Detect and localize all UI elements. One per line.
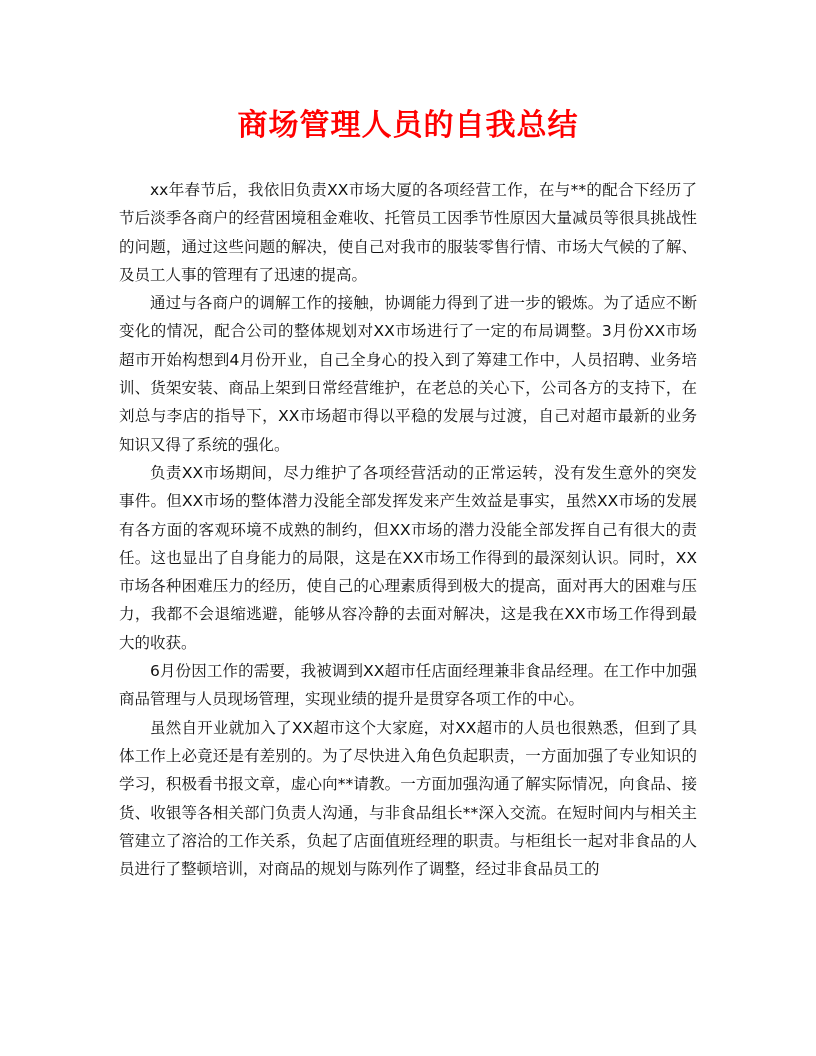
paragraph-5: 虽然自开业就加入了XX超市这个大家庭，对XX超市的人员也很熟悉，但到了具体工作上必竟还是有差别的。为了尽快进入角色负起职责，一方面加强了专业知识的学习，积极看书报文章，虚心向**请教。一方面加强沟通了解实际情况，向食品、接货、收银等各相关部门负责人沟通，与非食品组长**深入交流。在短时间内与相关主管建立了溶洽的工作关系，负起了店面值班经理的职责。与柜组长一起对非食品的人员进行了整顿培训，对商品的规划与陈列作了调整，经过非食品员工的 bbox=[119, 718, 697, 879]
paragraph-1: xx年春节后，我依旧负责XX市场大厦的各项经营工作，在与**的配合下经历了节后淡季各商户的经营困境租金难收、托管员工因季节性原因大量减员等很具挑战性的问题，通过这些问题的解决，使自己对我市的服装零售行情、市场大气候的了解、及员工人事的管理有了迅速的提高。 bbox=[119, 181, 697, 284]
document-body bbox=[119, 176, 697, 883]
paragraph-4: 6月份因工作的需要，我被调到XX超市任店面经理兼非食品经理。在工作中加强商品管理与人员现场管理，实现业绩的提升是贯穿各项工作的中心。 bbox=[119, 662, 697, 709]
paragraph-2: 通过与各商户的调解工作的接触，协调能力得到了进一步的锻炼。为了适应不断变化的情况，配合公司的整体规划对XX市场进行了一定的布局调整。3月份XX市场超市开始构想到4月份开业，自己全身心的投入到了筹建工作中，人员招聘、业务培训、货架安装、商品上架到日常经营维护，在老总的关心下，公司各方的支持下，在刘总与李店的指导下，XX市场超市得以平稳的发展与过渡，自己对超市最新的业务知识又得了系统的强化。 bbox=[119, 294, 697, 454]
paragraph-3: 负责XX市场期间，尽力维护了各项经营活动的正常运转，没有发生意外的突发事件。但XX市场的整体潜力没能全部发挥发来产生效益是事实，虽然XX市场的发展有各方面的客观环境不成熟的制约，但XX市场的潜力没能全部发挥自己有很大的责任。这也显出了自身能力的局限，这是在XX市场工作得到的最深刻认识。同时，XX市场各种困难压力的经历，使自己的心理素质得到极大的提高，面对再大的困难与压力，我都不会退缩逃避，能够从容冷静的去面对解决，这是我在XX市场工作得到最大的收获。 bbox=[119, 463, 697, 652]
document-title: 商场管理人员的自我总结 bbox=[237, 108, 579, 143]
